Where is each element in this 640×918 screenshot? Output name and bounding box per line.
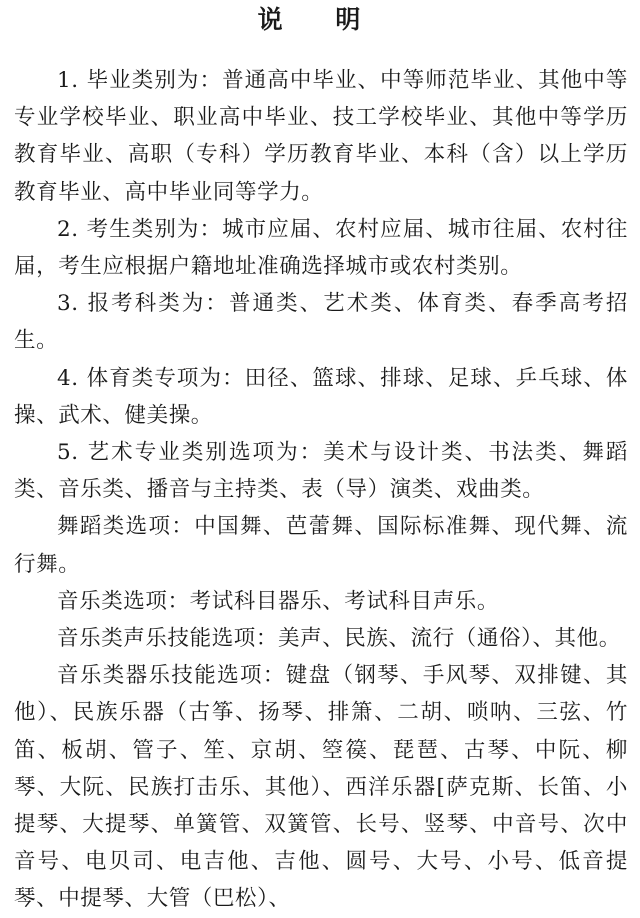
paragraph-dance-options: 舞蹈类选项：中国舞、芭蕾舞、国际标准舞、现代舞、流行舞。 — [14, 514, 628, 577]
paragraph-instrument-options: 音乐类器乐技能选项：键盘（钢琴、手风琴、双排键、其他）、民族乐器（古筝、扬琴、排箫、二胡、唢呐、三弦、竹笛、板胡、管子、笙、京胡、箜篌、琵琶、古琴、中阮、柳琴、大阮、民族打击乐、其他）、西洋乐器[萨克斯、长笛、小提琴、大提琴、单簧管、双簧管、长号、竖琴、中音号、次中音号、电贝司、电吉他、吉他、圆号、大号、小号、低音提琴、中提琴、大管（巴松）、 — [14, 663, 628, 912]
paragraph-art-categories: 5. 艺术专业类别选项为：美术与设计类、书法类、舞蹈类、音乐类、播音与主持类、表（导）演类、戏曲类。 — [14, 440, 628, 503]
paragraph-graduation-categories: 1. 毕业类别为：普通高中毕业、中等师范毕业、其他中等专业学校毕业、职业高中毕业、技工学校毕业、其他中等学历教育毕业、高职（专科）学历教育毕业、本科（含）以上学历教育毕业、高中毕业同等学力。 — [14, 68, 628, 205]
paragraph-vocal-options: 音乐类声乐技能选项：美声、民族、流行（通俗）、其他。 — [57, 626, 621, 652]
paragraph-music-options: 音乐类选项：考试科目器乐、考试科目声乐。 — [57, 588, 500, 614]
paragraph-sports-specialties: 4. 体育类专项为：田径、篮球、排球、足球、乒乓球、体操、武术、健美操。 — [14, 365, 628, 428]
document-title: 说 明 — [257, 5, 383, 34]
document-body — [14, 62, 628, 918]
paragraph-candidate-categories: 2. 考生类别为：城市应届、农村应届、城市往届、农村往届，考生应根据户籍地址准确选择城市或农村类别。 — [14, 216, 628, 280]
paragraph-subject-categories: 3. 报考科类为：普通类、艺术类、体育类、春季高考招生。 — [14, 291, 628, 354]
